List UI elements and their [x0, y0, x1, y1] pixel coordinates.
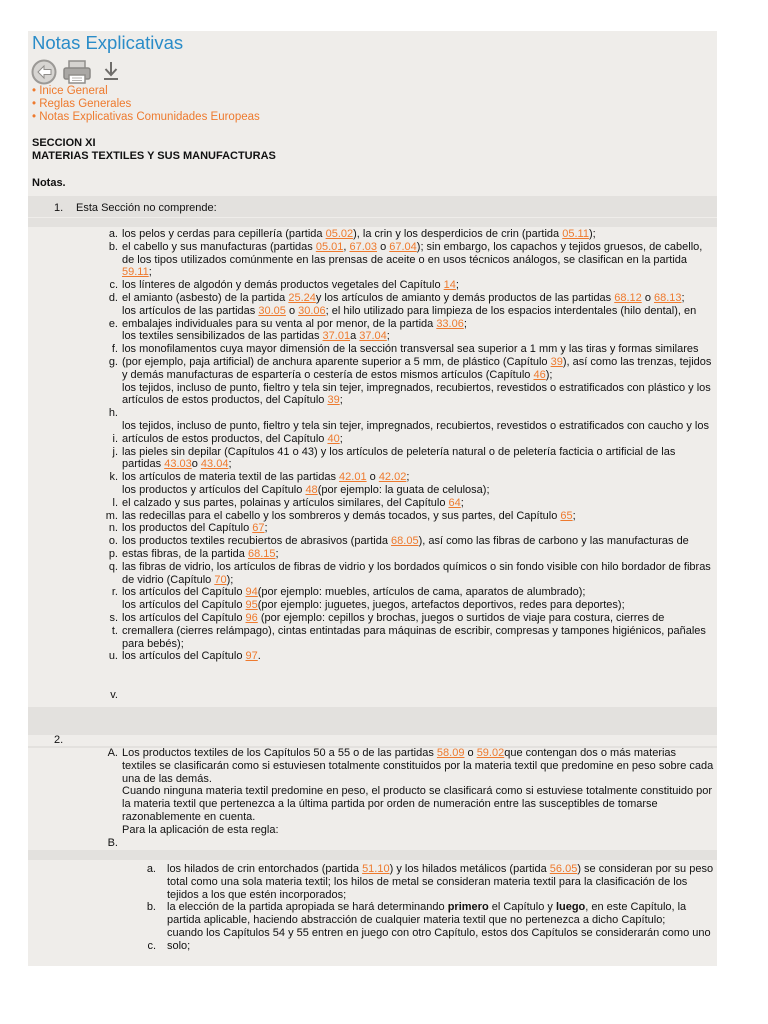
list-item: cuando los Capítulos 54 y 55 entren en juego con otro Capítulo, estos dos Capítulos se considerarán como uno solo;: [167, 926, 711, 952]
list-item: los artículos de las partidas 30.05 o 30.06; el hilo utilizado para limpieza de los espacios interdentales (hilo dental), en embalajes individuales para su venta al por menor, de la partida 33.06;: [122, 304, 697, 330]
nav-link-notas-comunidades-europeas[interactable]: • Notas Explicativas Comunidades Europeas: [32, 111, 260, 123]
notas-label: Notas.: [32, 177, 66, 189]
list-item: los artículos de materia textil de las partidas 42.01 o 42.02;: [122, 471, 410, 484]
nav-link-indice-general[interactable]: • Inice General: [32, 85, 108, 97]
list-item: los productos del Capítulo 67;: [122, 522, 268, 535]
note1-spacer: [28, 218, 717, 227]
list-item: los tejidos, incluso de punto, fieltro y tela sin tejer, impregnados, recubiertos, revestidos o estratificados con caucho y los artículos de estos productos, del Capítulo 40;: [122, 419, 709, 445]
nav-links: [32, 85, 260, 124]
note2-items: [122, 747, 714, 837]
list-item: los artículos del Capítulo 97.: [122, 650, 261, 663]
download-icon[interactable]: [100, 59, 124, 85]
print-icon[interactable]: [61, 59, 95, 85]
list-item: [122, 407, 714, 420]
list-item: Para la aplicación de esta regla:: [122, 823, 279, 836]
list-item: el amianto (asbesto) de la partida 25.24y los artículos de amianto y demás productos de las partidas 68.12 o 68.13;: [122, 291, 685, 304]
back-icon[interactable]: [31, 59, 61, 85]
list-item: las fibras de vidrio, los artículos de fibras de vidrio y los bordados químicos o sin fondo visible con hilo bordador de fibras de vidrio (Capítulo 70);: [122, 560, 711, 586]
section-number: SECCION XI: [32, 137, 96, 149]
list-labels: a. b. c. d. e. f. g. h. i. j. k. l. m. n. o. p. q. r. s. t. u. v.: [105, 228, 118, 701]
section-heading: [32, 137, 276, 163]
section-title: MATERIAS TEXTILES Y SUS MANUFACTURAS: [32, 150, 276, 162]
list-item: los línteres de algodón y demás productos vegetales del Capítulo 14;: [122, 279, 459, 292]
nav-link-reglas-generales[interactable]: • Reglas Generales: [32, 98, 132, 110]
note1-number: 1.: [54, 202, 64, 214]
list-item: los artículos del Capítulo 95(por ejemplo: juguetes, juegos, artefactos deportivos, redes para deportes);: [122, 599, 625, 612]
note1-end-spacer: [28, 707, 717, 735]
note2b-spacer: [28, 850, 717, 860]
note2-labels: A. B.: [107, 747, 118, 849]
list-item: Los productos textiles de los Capítulos 50 a 55 o de las partidas 58.09 o 59.02que contengan dos o más materias textiles se clasificarán como si estuviesen totalmente constituidos por la materia textil que predomine en peso sobre cada una de las demás. Cuando ninguna materia textil predomine en peso, el producto se clasificará como si estuviese totalmente constituido por la materia textil que pertenezca a la última partida por orden de numeración entre las susceptibles de tomarse razonablemente en cuenta.: [122, 747, 714, 823]
list-item: los hilados de crin entorchados (partida 51.10) y los hilados metálicos (partida 56.05) se consideran por su peso total como una sola materia textil; los hilos de metal se consideran materia textil para la clasificación de los tejidos a los que estén incorporados;: [167, 863, 714, 901]
list-item: los artículos del Capítulo 96 (por ejemplo: cepillos y brochas, juegos o surtidos de viaje para costura, cierres de cremallera (cierres relámpago), cintas entintadas para máquinas de escribir, compresas y tampones higiénicos, pañales para bebés);: [122, 611, 706, 650]
list-item: los productos y artículos del Capítulo 48(por ejemplo: la guata de celulosa);: [122, 483, 490, 496]
list-item: el cabello y sus manufacturas (partidas 05.01, 67.03 o 67.04); sin embargo, los capachos y tejidos gruesos, de cabello, de los tipos utilizados comúnmente en las prensas de aceite o en usos técnicos análogos, se clasifican en la partida 59.11;: [122, 240, 703, 279]
list-item: los productos textiles recubiertos de abrasivos (partida 68.05), así como las fibras de carbono y las manufacturas de estas fibras, de la partida 68.15;: [122, 535, 689, 560]
list-item: los tejidos, incluso de punto, fieltro y tela sin tejer, impregnados, recubiertos, revestidos o estratificados con plástico y los artículos de estos productos, del Capítulo 39;: [122, 381, 711, 407]
note2-number: 2.: [54, 734, 64, 746]
note1-items: [122, 228, 714, 663]
page-title: Notas Explicativas: [32, 32, 184, 53]
note2-gap: [28, 735, 717, 745]
note2b-labels: a. b. c.: [146, 863, 156, 952]
list-item: el calzado y sus partes, polainas y artículos similares, del Capítulo 64;: [122, 496, 464, 509]
document-page: [28, 31, 717, 966]
note1-intro: Esta Sección no comprende:: [76, 202, 217, 214]
list-item: los artículos del Capítulo 94(por ejemplo: muebles, artículos de cama, aparatos de alumbrado);: [122, 586, 586, 599]
list-item: los pelos y cerdas para cepillería (partida 05.02), la crin y los desperdicios de crin (partida 05.11);: [122, 228, 596, 240]
list-item: las redecillas para el cabello y los sombreros y demás tocados, y sus partes, del Capítulo 65;: [122, 509, 576, 522]
list-item: la elección de la partida apropiada se hará determinando primero el Capítulo y luego, en este Capítulo, la partida aplicable, haciendo abstracción de cualquier materia textil que no pertenezca a dicho Capítulo;: [167, 901, 687, 927]
list-item: los textiles sensibilizados de las partidas 37.01a 37.04;: [122, 330, 390, 343]
list-item: los monofilamentos cuya mayor dimensión de la sección transversal sea superior a 1 mm y las tiras y formas similares (por ejemplo, paja artificial) de anchura aparente superior a 5 mm, de plástico (Capítulo 39), así como las trenzas, tejidos y demás manufacturas de espartería o cestería de estos mismos artículos (Capítulo 46);: [122, 343, 712, 381]
list-item: las pieles sin depilar (Capítulos 41 o 43) y los artículos de peletería natural o de peletería facticia o artificial de las partidas 43.03o 43.04;: [122, 445, 676, 471]
note2b-items: [167, 863, 715, 953]
